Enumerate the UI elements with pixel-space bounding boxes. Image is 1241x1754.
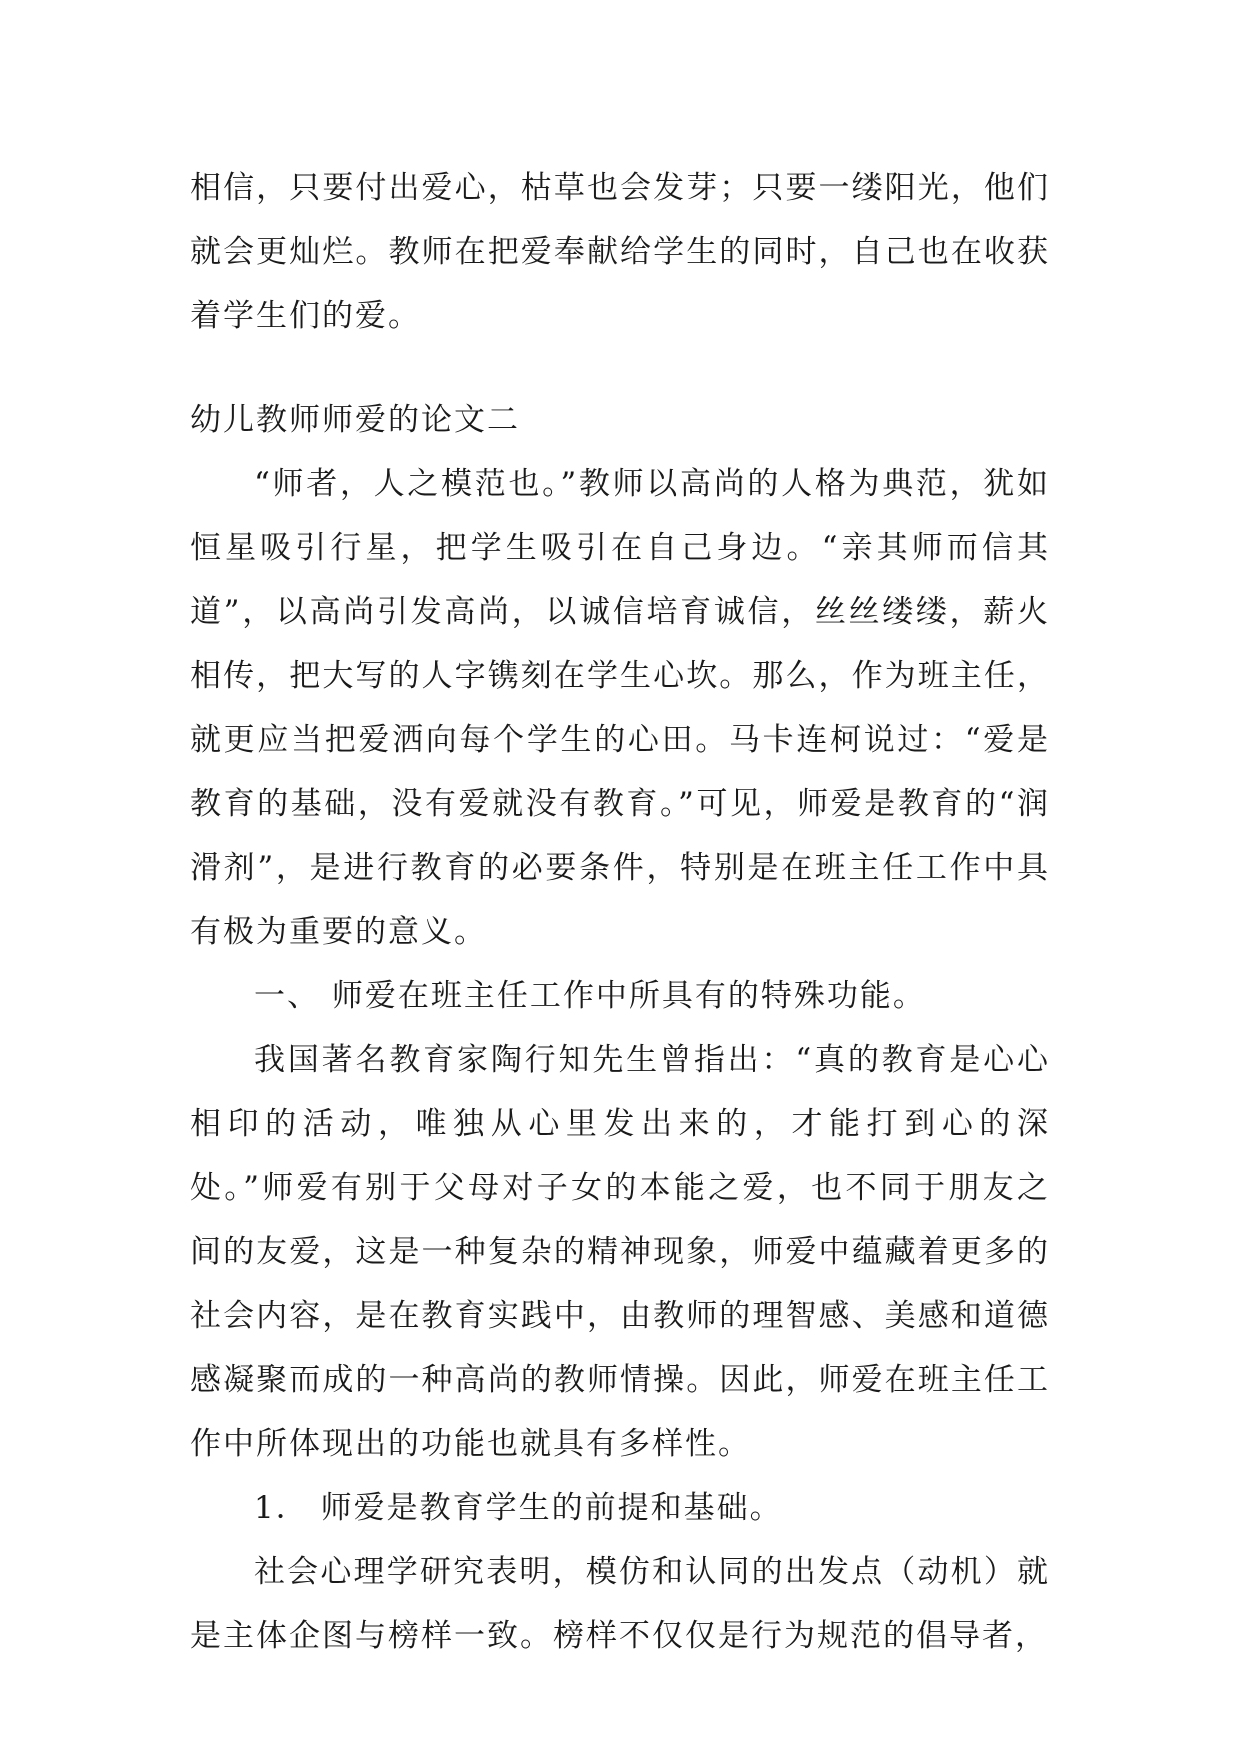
subheading-1: 一、 师爱在班主任工作中所具有的特殊功能。 <box>254 978 926 1014</box>
continuation-block <box>190 156 1050 348</box>
continuation-paragraph: 相信，只要付出爱心，枯草也会发芽；只要一缕阳光，他们就会更灿烂。教师在把爱奉献给学生的同时，自己也在收获着学生们的爱。 <box>190 170 1050 334</box>
body-paragraph-3: 社会心理学研究表明，模仿和认同的出发点（动机）就是主体企图与榜样一致。榜样不仅仅是行为规范的倡导者， <box>190 1554 1050 1654</box>
section-title: 幼儿教师师爱的论文二 <box>190 402 520 438</box>
body-paragraph-2: 我国著名教育家陶行知先生曾指出：“真的教育是心心相印的活动，唯独从心里发出来的，才能打到心的深处。”师爱有别于父母对子女的本能之爱，也不同于朋友之间的友爱，这是一种复杂的精神现象，师爱中蕴藏着更多的社会内容，是在教育实践中，由教师的理智感、美感和道德感凝聚而成的一种高尚的教师情操。因此，师爱在班主任工作中所体现出的功能也就具有多样性。 <box>190 1042 1050 1462</box>
article-body <box>190 388 1050 1668</box>
subheading-2: 1． 师爱是教育学生的前提和基础。 <box>254 1490 783 1526</box>
body-paragraph-1: “师者，人之模范也。”教师以高尚的人格为典范，犹如恒星吸引行星，把学生吸引在自己身边。“亲其师而信其道”，以高尚引发高尚，以诚信培育诚信，丝丝缕缕，薪火相传，把大写的人字镌刻在学生心坎。那么，作为班主任，就更应当把爱洒向每个学生的心田。马卡连柯说过：“爱是教育的基础，没有爱就没有教育。”可见，师爱是教育的“润滑剂”，是进行教育的必要条件，特别是在班主任工作中具有极为重要的意义。 <box>190 466 1050 950</box>
